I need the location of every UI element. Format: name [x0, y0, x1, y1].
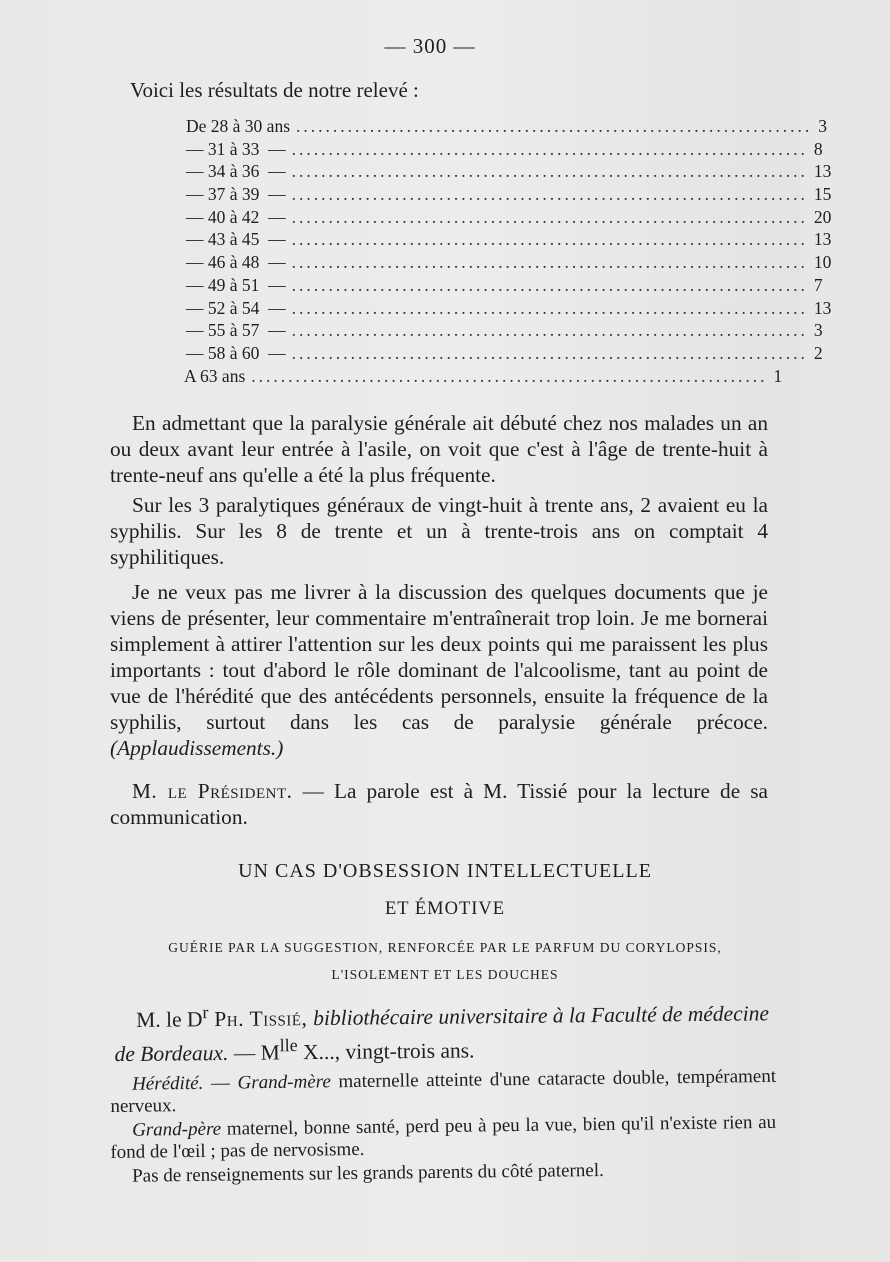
subtitle-line: GUÉRIE PAR LA SUGGESTION, RENFORCÉE PAR LE PARFUM DU CORYLOPSIS,: [168, 940, 722, 955]
heredite-paragraph: [110, 1066, 776, 1118]
count-value: 15: [813, 184, 832, 205]
leader-dots: ......................................................................: [291, 161, 808, 182]
paragraph-discussion: [110, 579, 768, 761]
age-range: De 28 à 30 ans: [186, 116, 291, 136]
leader-dots: ......................................................................: [291, 206, 808, 227]
count-value: 13: [813, 161, 832, 182]
paternal-paragraph: Pas de renseignements sur les grands parents du côté paternel.: [131, 1159, 604, 1187]
heredite-text: maternelle atteinte d'une cataracte double, tempérament nerveux.: [110, 1065, 777, 1117]
president-text: — La parole est à M. Tissié pour la lecture de sa communication.: [110, 779, 768, 829]
age-range: — 58 à 60 —: [186, 342, 286, 363]
count-value: 10: [813, 252, 832, 273]
paragraph-syphilis-count: Sur les 3 paralytiques généraux de vingt-huit à trente ans, 2 avaient eu la syphilis. Sur les 8 de trente et un à trente-trois ans on comptait 4 syphilitiques.: [110, 493, 768, 569]
age-range: — 40 à 42 —: [186, 206, 286, 227]
leader-dots: ......................................................................: [291, 320, 808, 341]
author-role: bibliothécaire universitaire à la Faculté de médecine de Bordeaux.: [114, 1001, 770, 1067]
table-row: [186, 116, 828, 139]
grandfather-paragraph: [110, 1112, 776, 1164]
author-sup: r: [202, 1002, 209, 1023]
heredite-dash: —: [203, 1072, 238, 1094]
count-value: 3: [818, 116, 828, 136]
table-row: [186, 229, 832, 252]
age-range: — 37 à 39 —: [186, 184, 286, 205]
author-line: [114, 993, 775, 1068]
applause-note: (Applaudissements.): [110, 736, 284, 760]
count-value: 13: [813, 229, 832, 250]
leader-dots: ......................................................................: [291, 138, 808, 159]
article-subtitle: [140, 934, 750, 988]
patient-desc: X..., vingt-trois ans.: [297, 1038, 475, 1065]
author-name: Ph. Tissié,: [208, 1006, 314, 1032]
count-value: 3: [813, 320, 823, 341]
author-prefix: M. le D: [136, 1007, 203, 1032]
leader-dots: ......................................................................: [291, 184, 808, 205]
count-value: 1: [773, 365, 783, 386]
leader-dots: ......................................................................: [291, 229, 808, 250]
patient-sup: lle: [279, 1035, 298, 1056]
grandfather-text: maternel, bonne santé, perd peu à peu la vue, bien qu'il n'existe rien au fond de l'œil ; pas de nervosisme.: [110, 1111, 777, 1163]
count-value: 2: [813, 342, 823, 363]
leader-dots: ......................................................................: [251, 365, 768, 386]
patient-prefix: — M: [228, 1040, 280, 1066]
intro-line: Voici les résultats de notre relevé :: [130, 78, 419, 102]
page-number: — 300 —: [384, 34, 476, 58]
age-range: — 34 à 36 —: [186, 161, 286, 182]
article-title: UN CAS D'OBSESSION INTELLECTUELLE: [238, 860, 652, 882]
age-range: — 31 à 33 —: [186, 138, 286, 159]
table-row: [186, 161, 832, 184]
count-value: 13: [813, 297, 832, 318]
age-range: — 46 à 48 —: [186, 252, 286, 273]
table-row: [186, 206, 832, 230]
table-row: [186, 342, 823, 366]
age-range: — 55 à 57 —: [186, 320, 286, 341]
leader-dots: ......................................................................: [291, 342, 808, 363]
paragraph-age-onset: En admettant que la paralysie générale ait débuté chez nos malades un an ou deux avant leur entrée à l'asile, on voit que c'est à l'âge de trente-huit à trente-neuf ans qu'elle a été la plus fréquente.: [110, 411, 768, 487]
table-row: [186, 297, 832, 321]
age-range: A 63 ans: [184, 365, 246, 386]
grandfather-label: Grand-père: [131, 1118, 222, 1141]
age-range: — 52 à 54 —: [186, 297, 286, 318]
table-row: [186, 252, 832, 275]
subtitle-line: L'ISOLEMENT ET LES DOUCHES: [331, 967, 559, 982]
age-range: — 49 à 51 —: [186, 274, 286, 295]
article-title-line2: ET ÉMOTIVE: [384, 899, 506, 919]
count-value: 8: [813, 138, 823, 159]
table-row: [184, 365, 783, 389]
grandmother-label: Grand-mère: [237, 1071, 331, 1094]
table-row: [186, 138, 823, 162]
leader-dots: ......................................................................: [291, 297, 808, 318]
heredite-label: Hérédité.: [131, 1072, 204, 1095]
leader-dots: ......................................................................: [291, 252, 808, 273]
table-row: [186, 274, 823, 298]
age-table: [184, 116, 832, 388]
count-value: 20: [813, 206, 832, 227]
count-value: 7: [813, 274, 823, 295]
table-row: [186, 184, 832, 207]
discussion-text: Je ne veux pas me livrer à la discussion des quelques documents que je viens de présenter, leur commentaire m'entraînerait trop loin. Je me bornerai simplement à attirer l'attention sur les deux points qui me paraissent les plus importants : tout d'abord le rôle dominant de l'alcoolisme, tant au point de vue de l'hérédité que des antécédents personnels, ensuite la fréquence de la syphilis, surtout dans les cas de paralysie générale précoce.: [110, 580, 768, 734]
age-range: — 43 à 45 —: [186, 229, 286, 250]
leader-dots: ......................................................................: [296, 116, 813, 136]
leader-dots: ......................................................................: [291, 274, 808, 295]
paragraph-president: [110, 778, 768, 830]
table-row: [186, 320, 823, 343]
speaker-name: M. le Président.: [132, 779, 293, 803]
